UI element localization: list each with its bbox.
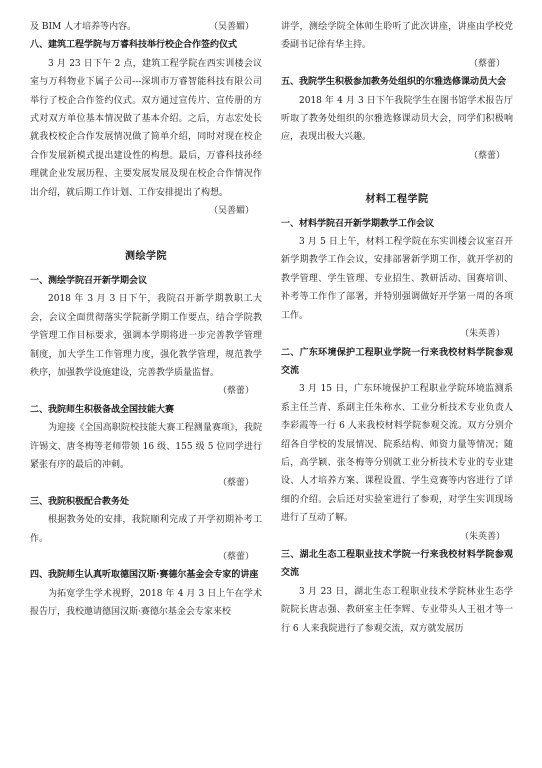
section-body: 3 月 23 日，湖北生态工程职业技术学院林业生态学院院长唐志强、教研室主任李辉、专业带头人王祖才等一行 6 人来我院进行了参观交流，双方就发展历 (281, 586, 513, 634)
section-heading: 一、材料学院召开新学期教学工作会议 (281, 218, 435, 229)
section-heading: 八、建筑工程学院与万睿科技举行校企合作签约仪式 (30, 40, 238, 51)
section-heading: 一、测绘学院召开新学期会议 (30, 275, 148, 286)
author-credit: （蔡蕾） (217, 386, 254, 397)
section-heading: 二、我院师生积极备战全国技能大赛 (30, 404, 175, 415)
author-credit: （吴善媚） (208, 206, 254, 217)
section-body: 为迎接《全国高职院校技能大赛工程测量赛项》，我院许锡文、唐冬梅等老师带领 16 级、155 级 5 位同学进行紧张有序的最后的冲刺。 (30, 423, 262, 470)
author-credit: （蔡蕾） (217, 478, 254, 489)
author-credit: （蔡蕾） (468, 150, 505, 161)
section-body: 3 月 15 日，广东环境保护工程职业学院环境监测系系主任兰青、系副主任朱称水、工业分析技术专业负责人李彩霞等一行 6 人来我校材料学院参观交流。双方分别介绍各自学校的发展情况、院系结构、师资力量等情况；随后，高学颖、张冬梅等分别就工业分析技术专业的专业建设、人才培养方案、课程设置、学生竞赛等内容进行了详细的介绍。会后还对实验室进行了参观，对学生实训现场进行了互动了解。 (281, 384, 513, 524)
author-credit: （朱英善） (459, 531, 505, 542)
continued-body: 讲学，测绘学院全体师生聆听了此次讲座，讲座由学校党委副书记徐有华主持。 (281, 22, 513, 51)
section-heading: 三、湖北生态工程职业技术学院一行来我校材料学院参观交流 (281, 549, 513, 579)
section-body: 为拓宽学生学术视野，2018 年 4 月 3 日上午在学术报告厅，我校邀请德国汉斯·赛德尔基金会专家来校 (30, 588, 262, 618)
section-body: 根据教务处的安排，我院顺利完成了开学初期补考工作。 (30, 515, 262, 544)
author-credit: （蔡蕾） (217, 551, 254, 562)
section-heading: 四、我院师生认真听取德国汉斯·赛德尔基金会专家的讲座 (30, 570, 259, 581)
section-heading: 三、我院积极配合教务处 (30, 496, 130, 507)
left-column (30, 18, 262, 622)
author-credit: （吴善媚） (208, 22, 254, 32)
section-body: 3 月 23 日下午 2 点，建筑工程学院在西实训楼会议室与万科物业下属子公司---深圳市万睿智能科技有限公司举行了校企合作签约仪式。双方通过宣传片、宣传册的方式对双方单位基本情况做了基本介绍。之后，方志宏处长就我校校企合作发展情况做了简单介绍，同时对现在校企合作发展新模式提出建设性的构想。最后，万睿科技孙经理就企业发展历程、主要发展发展及现在校企合作情况作出介绍，就后期工作计划、工作安排提出了构想。 (30, 58, 262, 198)
author-credit: （朱英善） (459, 329, 505, 340)
section-heading: 五、我院学生积极参加教务处组织的尔雅选修课动员大会 (281, 77, 507, 88)
section-heading: 二、广东环境保护工程职业学院一行来我校材料学院参观交流 (281, 347, 513, 376)
section-body: 2018 年 4 月 3 日下午我院学生在图书馆学术报告厅听取了教务处组织的尔雅选修课动员大会，同学们积极响应，表现出极大兴趣。 (281, 95, 513, 143)
intro-paragraph (30, 18, 262, 36)
section-body: 3 月 5 日上午，材料工程学院在东实训楼会议室召开新学期教学工作会议，安排部署新学期工作，就开学初的教学管理、学生管理、专业招生、教研活动、国赛培训、补考等工作作了部署，并特别强调做好开学第一周的各项工作。 (281, 237, 513, 321)
right-column (281, 18, 513, 638)
department-title: 测绘学院 (125, 251, 167, 263)
author-credit: （蔡蕾） (468, 58, 505, 69)
department-title: 材料工程学院 (365, 194, 429, 206)
section-body: 2018 年 3 月 3 日下午，我院召开新学期教职工大会，会议全面贯彻落实学院新学期工作要点，结合学院教学管理工作目标要求，强调本学期将进一步完善教学管理制度，加大学生工作管理力度，强化教学管理，规范教学秩序，加强教学设施建设，完善教学质量监督。 (30, 294, 262, 378)
intro-line: 及 BIM 人才培养等内容。 (30, 22, 137, 32)
